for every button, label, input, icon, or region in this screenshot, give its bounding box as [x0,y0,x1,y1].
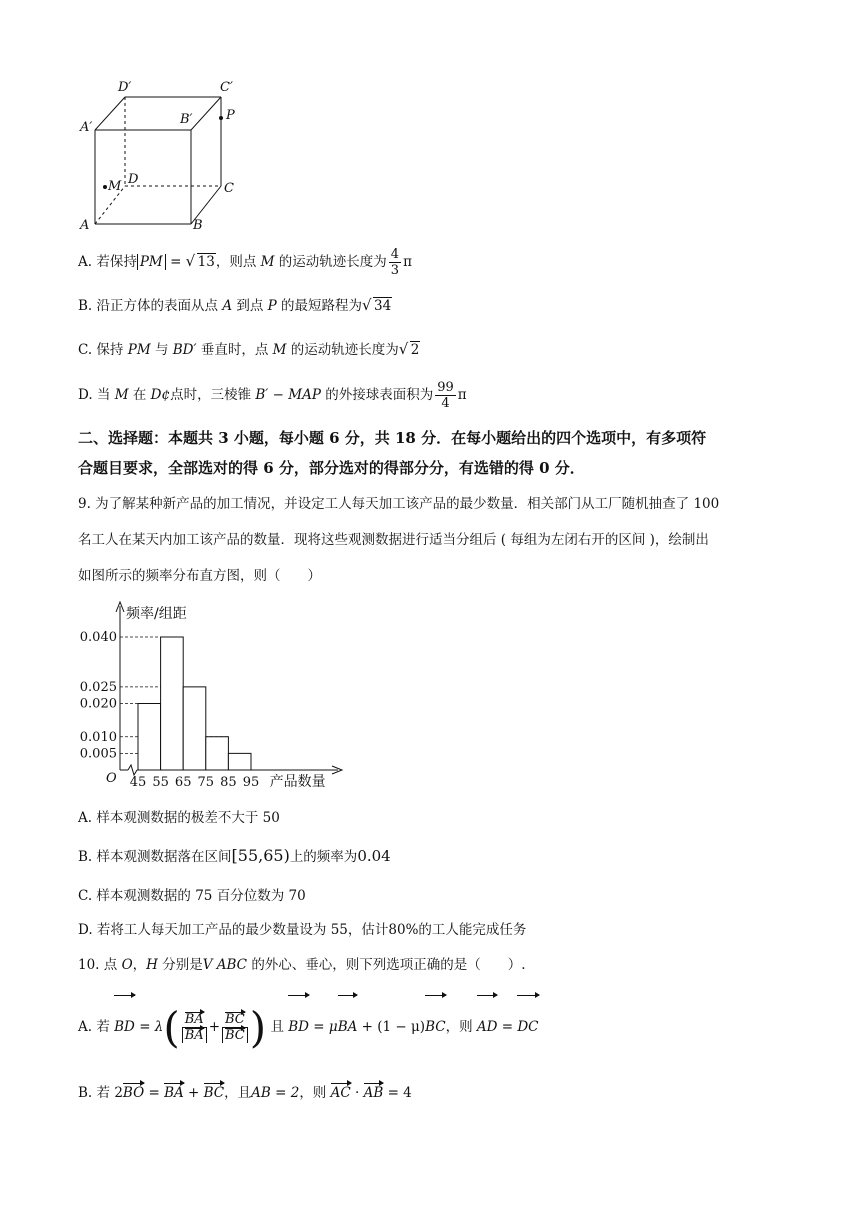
y-tick-label: 0.025 [79,679,117,695]
y-tick-label: 0.005 [79,746,117,762]
section-2-line-2: 合题目要求，全部选对的得 6 分，部分选对的得部分分，有选错的得 0 分． [78,459,585,477]
q10-option-b: B. 若 2BO = BA + BC，且AB = 2，则 AC · AB = 4 [78,1085,412,1101]
frequency-histogram [76,598,346,798]
histogram-bar [138,704,161,771]
histogram-bar [228,753,251,770]
q9-option-b: B. 样本观测数据落在区间[55,65)上的频率为0.04 [78,846,391,865]
x-tick-label: 75 [197,775,215,790]
histogram-bar [161,637,184,770]
y-tick-label: 0.010 [79,729,117,745]
cube-label-p: P [226,108,235,123]
cube-label-b: B [193,218,203,233]
histogram-bar [183,687,206,770]
x-tick-label: 85 [220,775,237,790]
q8-option-b: B. 沿正方体的表面从点 A 到点 P 的最短路程为√ 34 [78,296,392,316]
y-axis-label: 频率/组距 [126,606,187,622]
histogram-bar [206,737,229,770]
cube-label-a: A [80,218,90,233]
section-2-line-1: 二、选择题：本题共 3 小题，每小题 6 分，共 18 分．在每小题给出的四个选项中，有多项符 [78,429,707,447]
q8-option-a: A. 若保持 PM = √ 13，则点 M 的运动轨迹长度为 $\frac{4}{3}$ π [78,245,412,279]
q9-option-a: A. 样本观测数据的极差不大于 50 [78,810,280,826]
x-axis-label: 产品数量 [269,774,326,790]
q9-option-c: C. 样本观测数据的 75 百分位数为 70 [78,888,306,904]
cube-label-a1: A′ [80,120,93,135]
cube-label-b1: B′ [180,112,193,127]
x-tick-label: 55 [152,775,169,790]
cube-label-d: D [128,172,139,187]
q10-option-a: A. 若 BD = λ( $\frac{BA}{BA}$ + $\frac{BC}{BC}$ ) 且 BD = μBA + (1 − μ)BC，则 AD = DC [78,995,539,1059]
y-tick-label: 0.020 [79,696,117,712]
cube-label-m: M [108,179,122,194]
x-tick-label: 95 [242,775,260,790]
cube-label-c1: C′ [220,80,233,95]
q8-option-d: D. 当 M 在 D¢点时，三棱锥 B′ − MAP 的外接球表面积为 $\frac{99}{4}$ π [78,380,467,411]
cube-label-d1: D′ [118,80,132,95]
x-tick-label: 45 [129,775,147,790]
cube-label-c: C [224,181,234,196]
x-axis-break [128,765,137,775]
q9-stem-line-2: 名工人在某天内加工该产品的数量．现将这些观测数据进行适当分组后 ( 每组为左闭右开的区间 )，绘制出 [78,532,709,548]
q9-option-d: D. 若将工人每天加工产品的最少数量设为 55，估计80%的工人能完成任务 [78,922,527,938]
origin-label: O [106,771,117,786]
q10-stem: 10. 点 O，H 分别是V ABC 的外心、垂心，则下列选项正确的是（ ）. [78,957,526,973]
x-tick-label: 65 [174,775,192,790]
y-tick-label: 0.040 [79,630,117,645]
q9-stem-line-3: 如图所示的频率分布直方图，则（ ） [78,568,321,584]
cube-figure [78,78,248,238]
q8-option-c: C. 保持 PM 与 BD′ 垂直时，点 M 的运动轨迹长度为√ 2 [78,340,420,360]
q9-stem-line-1: 9. 为了解某种新产品的加工情况，并设定工人每天加工该产品的最少数量．相关部门从工厂随机抽查了 100 [78,496,720,512]
